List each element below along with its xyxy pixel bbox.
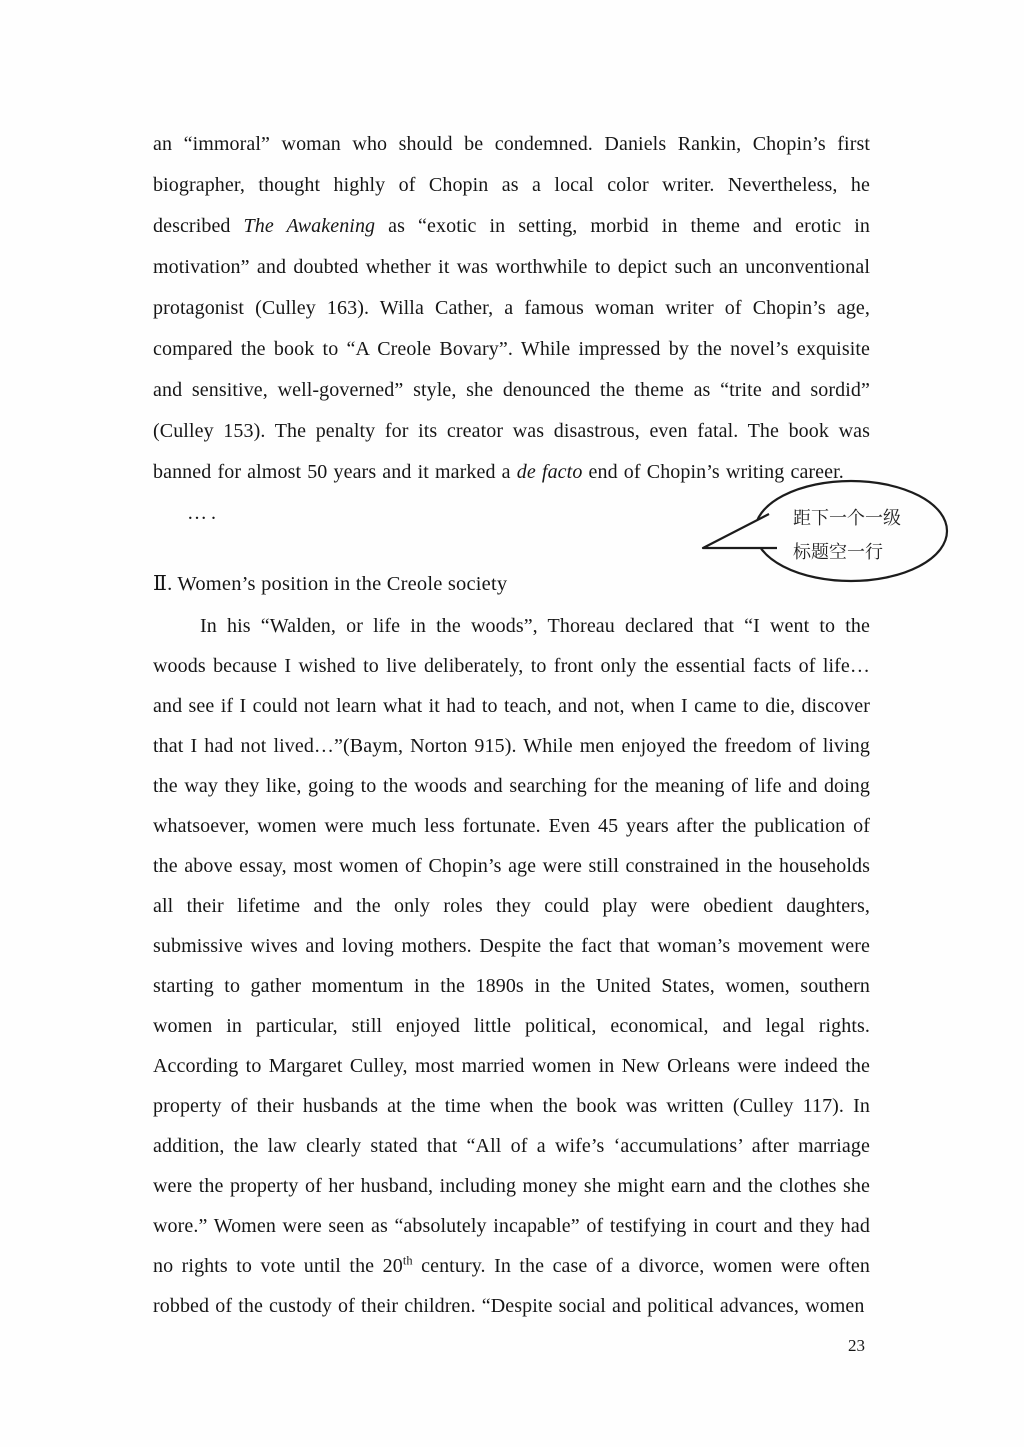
callout-text-line-2: 标题空一行	[793, 542, 883, 562]
callout-annotation-bubble	[693, 476, 955, 592]
page-number: 23	[848, 1336, 865, 1355]
paragraph-women-creole-society: In his “Walden, or life in the woods”, Thoreau declared that “I went to the woods because I wished to live deliberately, to front only the essential facts of life…and see if I could not learn what it had to teach, and not, when I came to die, discover that I had not lived…”(Baym, Norton 915). While men enjoyed the freedom of living the way they like, going to the woods and searching for the meaning of life and doing whatsoever, women were much less fortunate. Even 45 years after the publication of the above essay, most women of Chopin’s age were still constrained in the households all their lifetime and the only roles they could play were obedient daughters, submissive wives and loving mothers. Despite the fact that woman’s movement were starting to gather momentum in the 1890s in the United States, women, southern women in particular, still enjoyed little political, economical, and legal rights. According to Margaret Culley, most married women in New Orleans were indeed the property of their husbands at the time when the book was written (Culley 117). In addition, the law clearly stated that “All of a wife’s ‘accumulations’ after marriage were the property of her husband, including money she might earn and the clothes she wore.” Women were seen as “absolutely incapable” of testifying in court and they had no rights to vote until the 20th century. In the case of a divorce, women were often robbed of the custody of their children. “Despite social and political advances, women	[153, 615, 871, 1317]
section-heading-women-position: Ⅱ. Women’s position in the Creole society	[153, 573, 508, 595]
callout-ellipse	[755, 481, 947, 581]
omitted-text-ellipsis: ….	[187, 502, 220, 524]
page-content	[153, 124, 870, 1326]
callout-text-line-1: 距下一个一级	[793, 508, 901, 528]
paragraph-chopin-reception: an “immoral” woman who should be condemned. Daniels Rankin, Chopin’s first biographer, thought highly of Chopin as a local color writer. Nevertheless, he described The Awakening as “exotic in setting, morbid in theme and erotic in motivation” and doubted whether it was worthwhile to depict such an unconventional protagonist (Culley 163). Willa Cather, a famous woman writer of Chopin’s age, compared the book to “A Creole Bovary”. While impressed by the novel’s exquisite and sensitive, well-governed” style, she denounced the theme as “trite and sordid” (Culley 153). The penalty for its creator was disastrous, even fatal. The book was banned for almost 50 years and it marked a de facto end of Chopin’s writing career.	[153, 133, 871, 483]
callout-tail	[703, 514, 777, 548]
